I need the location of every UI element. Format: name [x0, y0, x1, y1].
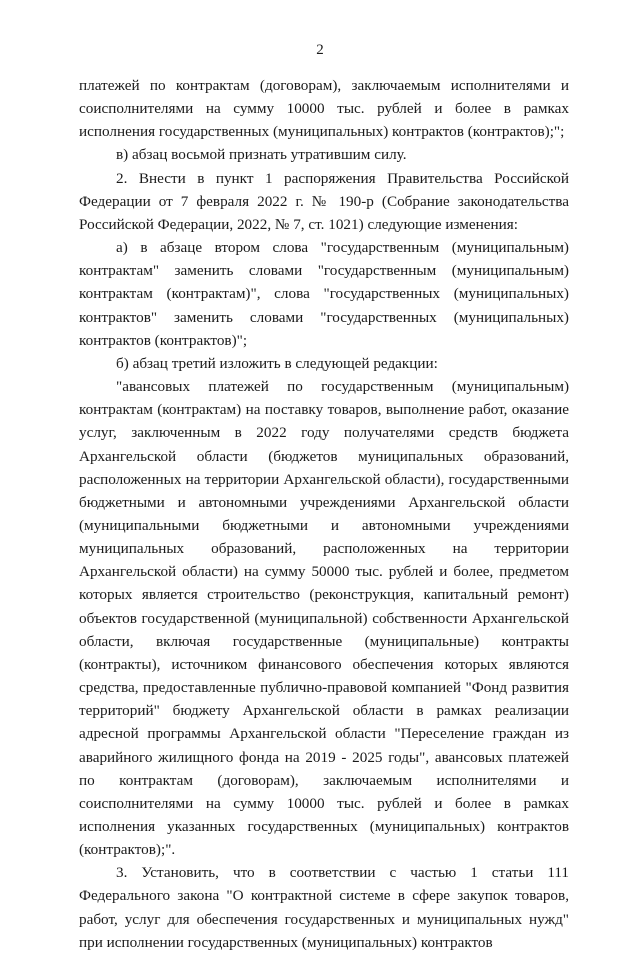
paragraph-item-2: 2. Внести в пункт 1 распоряжения Правительства Российской Федерации от 7 февраля 2022 г. № 190-р (Собрание законодательства Российской Федерации, 2022, № 7, ст. 1021) следующие изменения: — [79, 169, 569, 233]
paragraph-continuation: платежей по контрактам (договорам), заключаемым исполнителями и соисполнителями на сумму 10000 тыс. рублей и более в рамках исполнения государственных (муниципальных) контрактов (контрактов);"; — [79, 77, 569, 141]
page-number: 2 — [316, 42, 324, 58]
paragraph-subitem-a: а) в абзаце втором слова "государственным (муниципальным) контрактам" заменить словами "государственным (муниципальным) контрактам (контрактам)", слова "государственных (муниципальных) контрактов" заменить словами "государственных (муниципальных) контрактов (контрактов)"; — [79, 239, 569, 349]
document-body — [79, 74, 569, 954]
paragraph-quoted-text: "авансовых платежей по государственным (муниципальным) контрактам (контрактам) на поставку товаров, выполнение работ, оказание услуг, заключенным в 2022 году получателями средств бюджета Архангельской области (бюджетов муниципальных образований, расположенных на территории Архангельской области), государственными бюджетными и автономными учреждениями Архангельской области (муниципальными бюджетными и автономными учреждениями муниципальных образований, расположенных на территории Архангельской области) на сумму 50000 тыс. рублей и более, предметом которых является строительство (реконструкция, капитальный ремонт) объектов государственной (муниципальной) собственности Архангельской области, включая государственные (муниципальные) контракты (контракты), источником финансового обеспечения которых являются средства, предоставленные публично-правовой компанией "Фонд развития территорий" бюджету Архангельской области в рамках реализации адресной программы Архангельской области "Переселение граждан из аварийного жилищного фонда на 2019 - 2025 годы", авансовых платежей по контрактам (договорам), заключаемым исполнителями и соисполнителями на сумму 10000 тыс. рублей и более в рамках исполнения указанных государственных (муниципальных) контрактов (контрактов);". — [79, 378, 569, 859]
paragraph-item-3: 3. Установить, что в соответствии с частью 1 статьи 111 Федерального закона "О контрактной системе в сфере закупок товаров, работ, услуг для обеспечения государственных и муниципальных нужд" при исполнении государственных (муниципальных) контрактов — [79, 864, 569, 951]
paragraph-subitem-v: в) абзац восьмой признать утратившим силу. — [116, 146, 407, 164]
paragraph-subitem-b: б) абзац третий изложить в следующей редакции: — [116, 354, 438, 372]
